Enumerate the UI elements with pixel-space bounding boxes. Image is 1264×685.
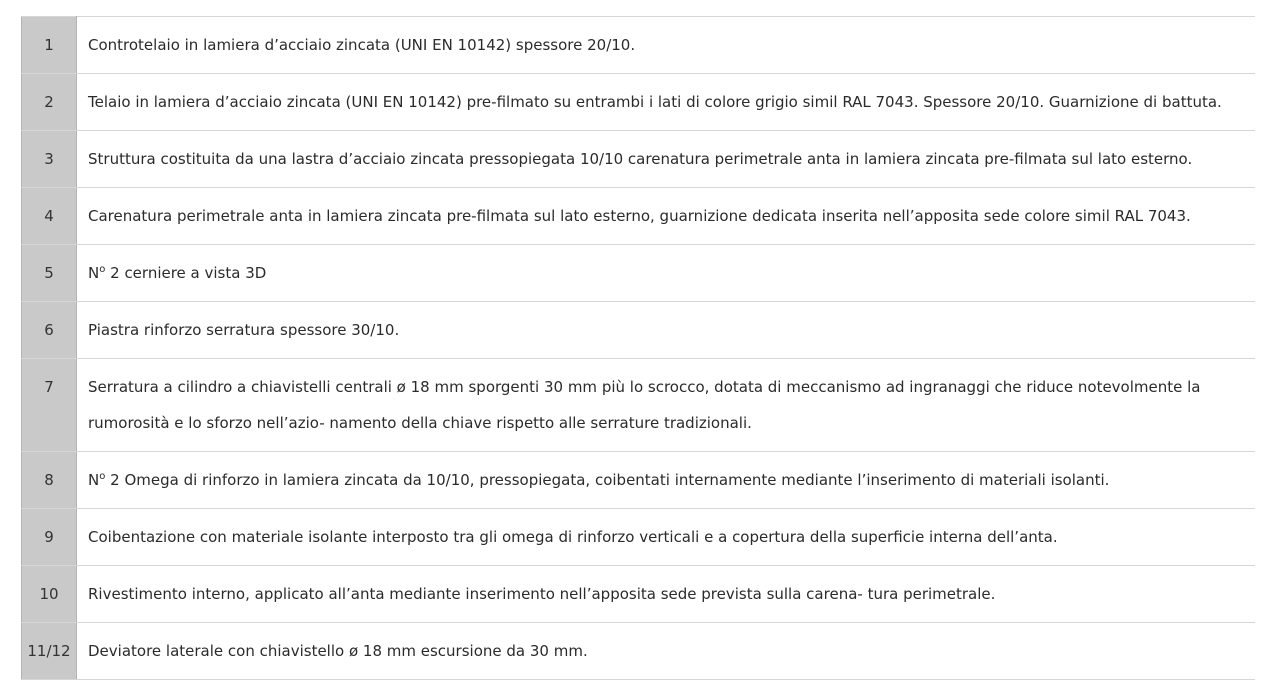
text-part: 2 cerniere a vista 3D <box>105 264 267 282</box>
row-number-label: 7 <box>44 378 54 396</box>
table-row <box>22 623 1256 680</box>
row-description-text: Piastra rinforzo serratura spessore 30/10. <box>88 321 400 339</box>
row-number-label: 3 <box>44 150 54 168</box>
row-description <box>77 302 1256 359</box>
text-part: N <box>88 264 100 282</box>
table-row <box>22 302 1256 359</box>
row-number-label: 10 <box>39 585 59 603</box>
row-description-text: Deviatore laterale con chiavistello ø 18 mm escursione da 30 mm. <box>88 642 588 660</box>
row-number <box>22 509 77 566</box>
row-number <box>22 452 77 509</box>
row-description-text: Controtelaio in lamiera d’acciaio zincata (UNI EN 10142) spessore 20/10. <box>88 36 636 54</box>
table-row <box>22 452 1256 509</box>
table-row <box>22 74 1256 131</box>
row-description-text: Rivestimento interno, applicato all’anta mediante inserimento nell’apposita sede prevista sulla carena- tura perimetrale. <box>88 585 996 603</box>
row-description <box>77 359 1256 452</box>
table-row <box>22 188 1256 245</box>
row-description <box>77 452 1256 509</box>
row-number-label: 9 <box>44 528 54 546</box>
row-number <box>22 245 77 302</box>
row-number-label: 6 <box>44 321 54 339</box>
row-number <box>22 17 77 74</box>
row-number <box>22 74 77 131</box>
row-number <box>22 131 77 188</box>
row-number <box>22 188 77 245</box>
row-description-text: Carenatura perimetrale anta in lamiera zincata pre-filmata sul lato esterno, guarnizione dedicata inserita nell’apposita sede colore simil RAL 7043. <box>88 207 1191 225</box>
row-description-text: Telaio in lamiera d’acciaio zincata (UNI EN 10142) pre-filmato su entrambi i lati di colore grigio simil RAL 7043. Spessore 20/10. Guarnizione di battuta. <box>88 93 1222 111</box>
degree-superscript: o <box>99 471 106 482</box>
row-number-label: 11/12 <box>27 642 71 660</box>
table-row <box>22 131 1256 188</box>
row-description <box>77 131 1256 188</box>
components-table <box>21 16 1255 680</box>
row-description-text: Struttura costituita da una lastra d’acciaio zincata pressopiegata 10/10 carenatura perimetrale anta in lamiera zincata pre-filmata sul lato esterno. <box>88 150 1193 168</box>
row-description-text: Serratura a cilindro a chiavistelli centrali ø 18 mm sporgenti 30 mm più lo scrocco, dotata di meccanismo ad ingranaggi che riduce notevolmente la rumorosità e lo sforzo nell’azio- namento della chiave rispetto alle serrature tradizionali. <box>88 378 1201 432</box>
row-description <box>77 245 1256 302</box>
row-number-label: 2 <box>44 93 54 111</box>
row-number <box>22 623 77 680</box>
table-row <box>22 566 1256 623</box>
row-number <box>22 302 77 359</box>
row-description <box>77 509 1256 566</box>
row-description <box>77 17 1256 74</box>
table-row <box>22 245 1256 302</box>
row-description <box>77 74 1256 131</box>
text-part: 2 Omega di rinforzo in lamiera zincata da 10/10, pressopiegata, coibentati internamente mediante l’inserimento di materiali isolanti. <box>105 471 1110 489</box>
row-description <box>77 566 1256 623</box>
degree-superscript: o <box>99 264 106 275</box>
row-number-label: 8 <box>44 471 54 489</box>
row-description-text: Coibentazione con materiale isolante interposto tra gli omega di rinforzo verticali e a copertura della superficie interna dell’anta. <box>88 528 1058 546</box>
row-description <box>77 188 1256 245</box>
row-number-label: 5 <box>44 264 54 282</box>
row-description-text <box>88 245 1245 301</box>
row-number <box>22 566 77 623</box>
table-row <box>22 359 1256 452</box>
row-description-text <box>88 452 1245 508</box>
table-row <box>22 509 1256 566</box>
table-row <box>22 17 1256 74</box>
row-number <box>22 359 77 452</box>
components-table-container <box>21 16 1255 680</box>
row-description <box>77 623 1256 680</box>
text-part: N <box>88 471 100 489</box>
row-number-label: 1 <box>44 36 54 54</box>
row-number-label: 4 <box>44 207 54 225</box>
